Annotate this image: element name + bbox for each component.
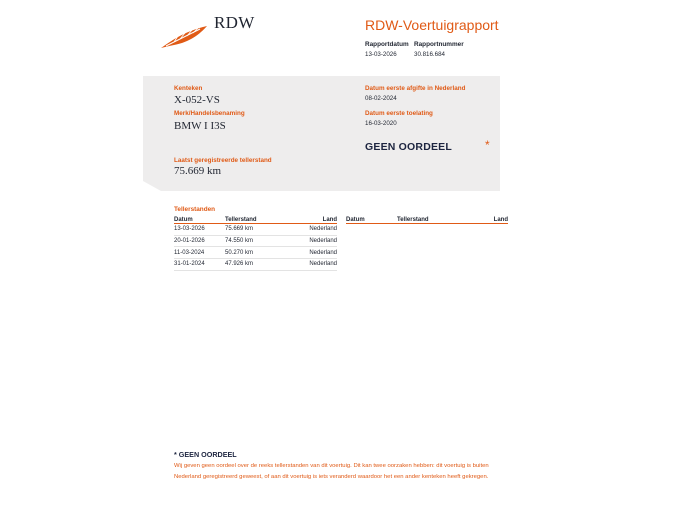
column-header-tellerstand: Tellerstand: [225, 216, 288, 224]
tellerstanden-title: Tellerstanden: [174, 206, 216, 213]
column-header-land: Land: [288, 216, 337, 224]
tellerstand-label: Laatst geregistreerde tellerstand: [174, 157, 272, 164]
rapportdatum-label: Rapportdatum: [365, 41, 409, 48]
brand-name: RDW: [214, 13, 255, 32]
column-header-land: Land: [477, 216, 508, 224]
footnote-title: * GEEN OORDEEL: [174, 450, 237, 459]
cell-tellerstand: 50.270 km: [225, 247, 288, 259]
column-header-tellerstand: Tellerstand: [397, 216, 477, 224]
kenteken-value: X-052-VS: [174, 94, 220, 106]
rapportnummer-value: 30.816.684: [414, 51, 445, 58]
cell-land: Nederland: [288, 259, 337, 271]
cell-datum: 13-03-2026: [174, 224, 225, 236]
merk-label: Merk/Handelsbenaming: [174, 110, 245, 117]
eerste-toelating-value: 16-03-2020: [365, 120, 397, 127]
tellerstanden-table: [174, 216, 337, 271]
cell-tellerstand: 75.669 km: [225, 224, 288, 236]
cell-datum: 20-01-2026: [174, 235, 225, 247]
table-row: [174, 247, 337, 259]
column-header-datum: Datum: [174, 216, 225, 224]
kenteken-label: Kenteken: [174, 85, 203, 92]
cell-land: Nederland: [288, 235, 337, 247]
verdict-asterisk: *: [485, 138, 490, 152]
eerste-afgifte-value: 08-02-2024: [365, 95, 397, 102]
eerste-afgifte-label: Datum eerste afgifte in Nederland: [365, 85, 466, 92]
cell-tellerstand: 47.926 km: [225, 259, 288, 271]
table-header-row: [174, 216, 337, 224]
cell-tellerstand: 74.550 km: [225, 235, 288, 247]
rdw-feather-logo-icon: [160, 22, 210, 50]
cell-land: Nederland: [288, 224, 337, 236]
cell-land: Nederland: [288, 247, 337, 259]
rapportdatum-value: 13-03-2026: [365, 51, 397, 58]
table-row: [174, 259, 337, 271]
footnote-text: Wij geven geen oordeel over de reeks tellerstanden van dit voertuig. Dit kan twee oorzaken hebben: dit voertuig is buiten Nederland geregistreerd geweest, of aan dit voertuig is iets veranderd waardoor het een ander kenteken heeft gekregen.: [174, 463, 489, 480]
cell-datum: 11-03-2024: [174, 247, 225, 259]
eerste-toelating-label: Datum eerste toelating: [365, 110, 433, 117]
verdict-status: GEEN OORDEEL: [365, 141, 452, 153]
column-header-datum: Datum: [346, 216, 397, 224]
table-header-row: [346, 216, 508, 224]
tellerstand-value: 75.669 km: [174, 165, 222, 177]
report-title: RDW-Voertuigrapport: [365, 17, 499, 33]
cell-datum: 31-01-2024: [174, 259, 225, 271]
table-row: [174, 235, 337, 247]
table-row: [174, 224, 337, 236]
rapportnummer-label: Rapportnummer: [414, 41, 464, 48]
tellerstanden-table-second-column: [346, 216, 508, 224]
merk-value: BMW I I3S: [174, 120, 226, 132]
